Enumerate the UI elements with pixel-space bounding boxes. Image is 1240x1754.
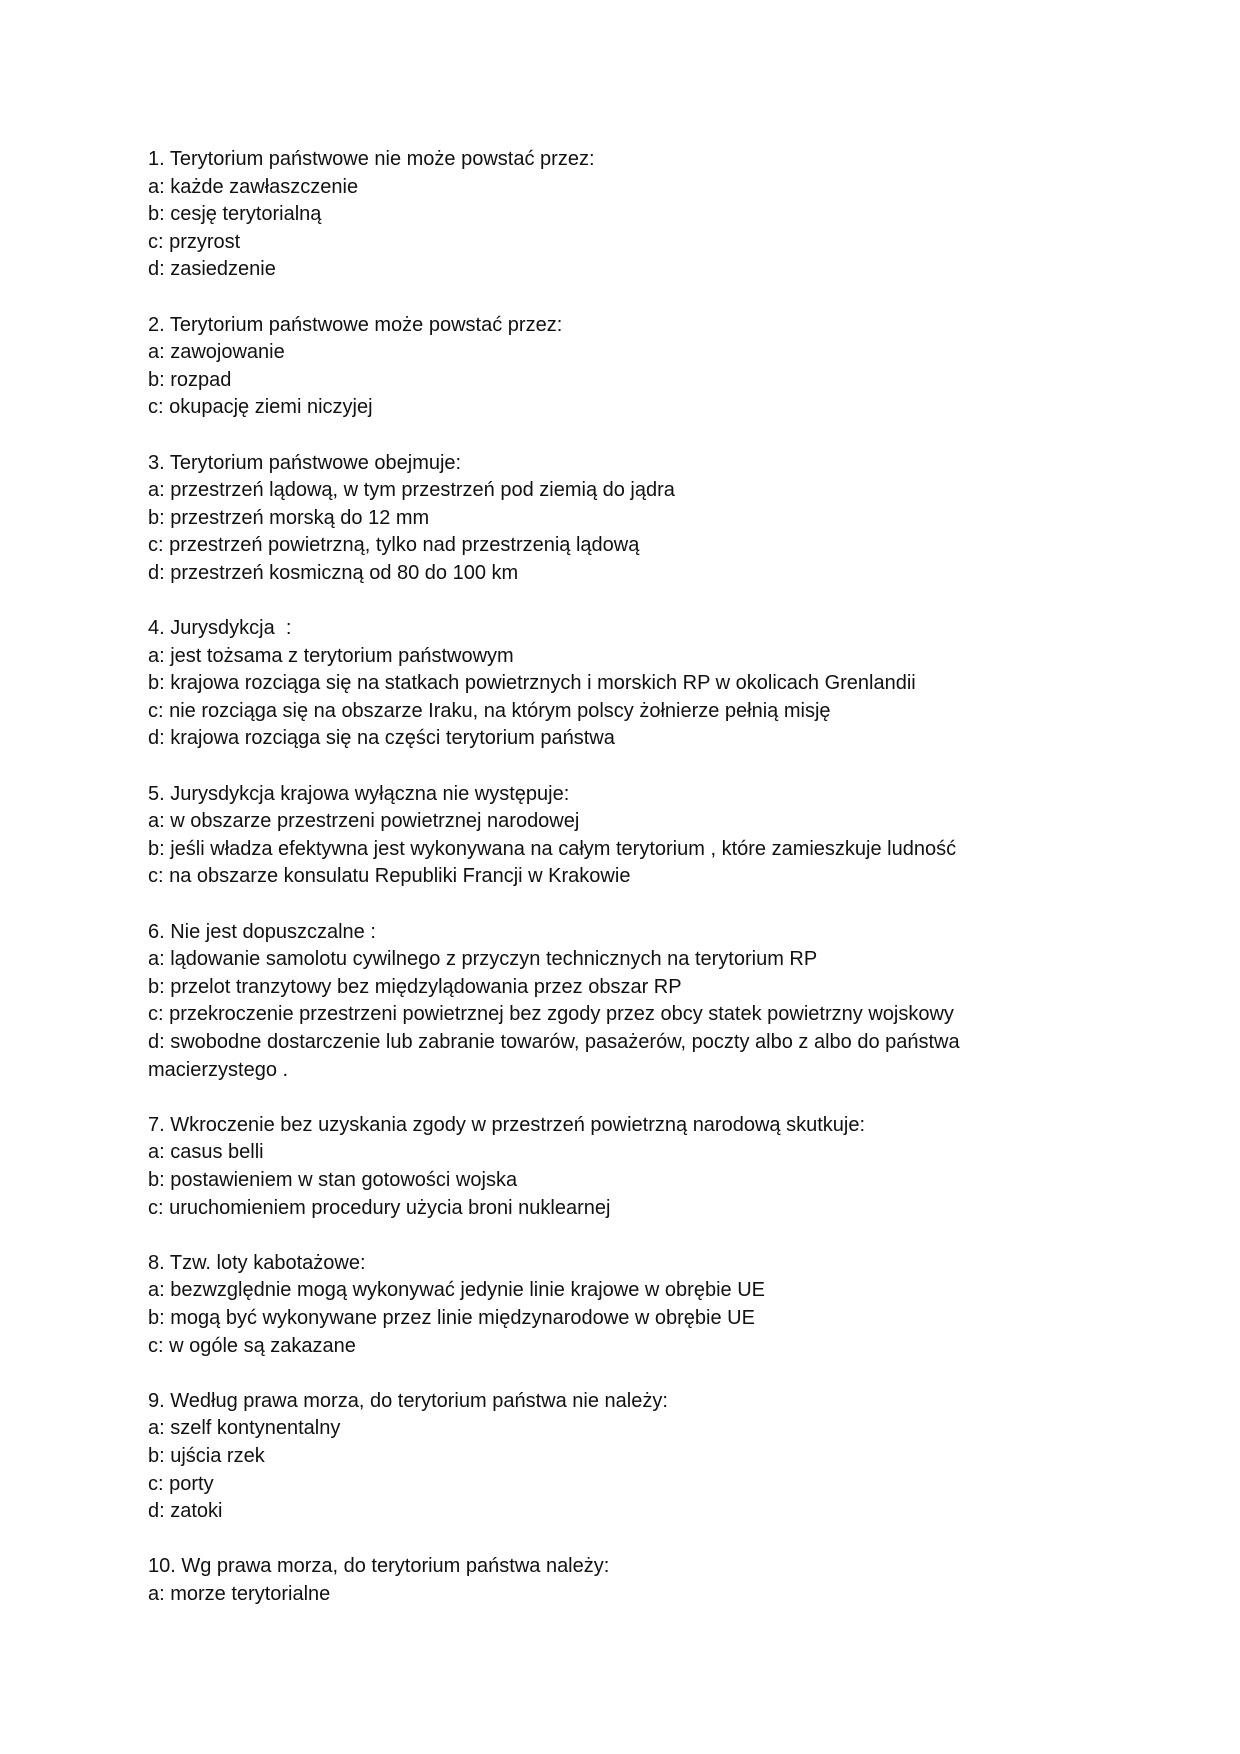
- answer-option: a: morze terytorialne: [148, 1582, 331, 1605]
- answer-option: a: w obszarze przestrzeni powietrznej narodowej: [148, 810, 580, 833]
- answer-option: b: postawieniem w stan gotowości wojska: [148, 1168, 518, 1191]
- answer-option: b: mogą być wykonywane przez linie międzynarodowe w obrębie UE: [148, 1306, 755, 1329]
- question-prompt: 10. Wg prawa morza, do terytorium państwa należy:: [148, 1555, 610, 1578]
- answer-option: a: lądowanie samolotu cywilnego z przyczyn technicznych na terytorium RP: [148, 948, 818, 971]
- question-prompt: 1. Terytorium państwowe nie może powstać przez:: [148, 148, 595, 170]
- answer-option: c: okupację ziemi niczyjej: [148, 396, 373, 419]
- answer-option: a: casus belli: [148, 1141, 264, 1164]
- question-6: [148, 919, 1148, 1085]
- question-prompt: 9. Według prawa morza, do terytorium państwa nie należy:: [148, 1389, 668, 1412]
- answer-option: c: na obszarze konsulatu Republiki Francji w Krakowie: [148, 865, 631, 888]
- question-prompt: 5. Jurysdykcja krajowa wyłączna nie występuje:: [148, 782, 570, 805]
- answer-option: a: jest tożsama z terytorium państwowym: [148, 644, 514, 667]
- answer-option: c: uruchomieniem procedury użycia broni nuklearnej: [148, 1196, 611, 1219]
- answer-option: a: bezwzględnie mogą wykonywać jedynie linie krajowe w obrębie UE: [148, 1279, 765, 1302]
- answer-option: c: przekroczenie przestrzeni powietrznej bez zgody przez obcy statek powietrzny wojskowy: [148, 1003, 954, 1026]
- document-page: [148, 146, 1148, 1636]
- question-prompt: 6. Nie jest dopuszczalne :: [148, 920, 376, 943]
- answer-option: c: przyrost: [148, 230, 241, 253]
- answer-option: d: krajowa rozciąga się na części terytorium państwa: [148, 727, 615, 750]
- question-1: [148, 146, 1148, 284]
- answer-option: d: zatoki: [148, 1500, 223, 1523]
- answer-option: d: swobodne dostarczenie lub zabranie towarów, pasażerów, poczty albo z albo do państwa macierzystego .: [148, 1031, 960, 1081]
- answer-option: c: w ogóle są zakazane: [148, 1334, 356, 1357]
- question-prompt: 7. Wkroczenie bez uzyskania zgody w przestrzeń powietrzną narodową skutkuje:: [148, 1113, 866, 1136]
- answer-option: d: przestrzeń kosmiczną od 80 do 100 km: [148, 561, 519, 584]
- answer-option: c: porty: [148, 1472, 214, 1495]
- question-5: [148, 781, 1148, 891]
- answer-option: b: krajowa rozciąga się na statkach powietrznych i morskich RP w okolicach Grenlandii: [148, 672, 916, 695]
- answer-option: b: przestrzeń morską do 12 mm: [148, 506, 430, 529]
- question-10: [148, 1553, 1148, 1608]
- answer-option: b: ujścia rzek: [148, 1444, 265, 1467]
- question-2: [148, 312, 1148, 422]
- answer-option: c: przestrzeń powietrzną, tylko nad przestrzenią lądową: [148, 534, 640, 557]
- answer-option: c: nie rozciąga się na obszarze Iraku, na którym polscy żołnierze pełnią misję: [148, 699, 831, 722]
- question-4: [148, 615, 1148, 753]
- question-9: [148, 1388, 1148, 1526]
- answer-option: a: przestrzeń lądową, w tym przestrzeń pod ziemią do jądra: [148, 479, 675, 502]
- answer-option: b: przelot tranzytowy bez międzylądowania przez obszar RP: [148, 975, 682, 998]
- answer-option: b: rozpad: [148, 368, 232, 391]
- question-prompt: 2. Terytorium państwowe może powstać przez:: [148, 313, 563, 336]
- answer-option: a: szelf kontynentalny: [148, 1417, 341, 1440]
- answer-option: d: zasiedzenie: [148, 258, 276, 281]
- answer-option: a: każde zawłaszczenie: [148, 175, 359, 198]
- answer-option: b: cesję terytorialną: [148, 203, 322, 226]
- question-prompt: 3. Terytorium państwowe obejmuje:: [148, 451, 462, 474]
- answer-option: b: jeśli władza efektywna jest wykonywana na całym terytorium , które zamieszkuje ludność: [148, 837, 957, 860]
- question-7: [148, 1112, 1148, 1222]
- question-prompt: 4. Jurysdykcja :: [148, 617, 292, 640]
- question-prompt: 8. Tzw. loty kabotażowe:: [148, 1251, 366, 1274]
- question-8: [148, 1250, 1148, 1360]
- question-3: [148, 450, 1148, 588]
- answer-option: a: zawojowanie: [148, 341, 285, 364]
